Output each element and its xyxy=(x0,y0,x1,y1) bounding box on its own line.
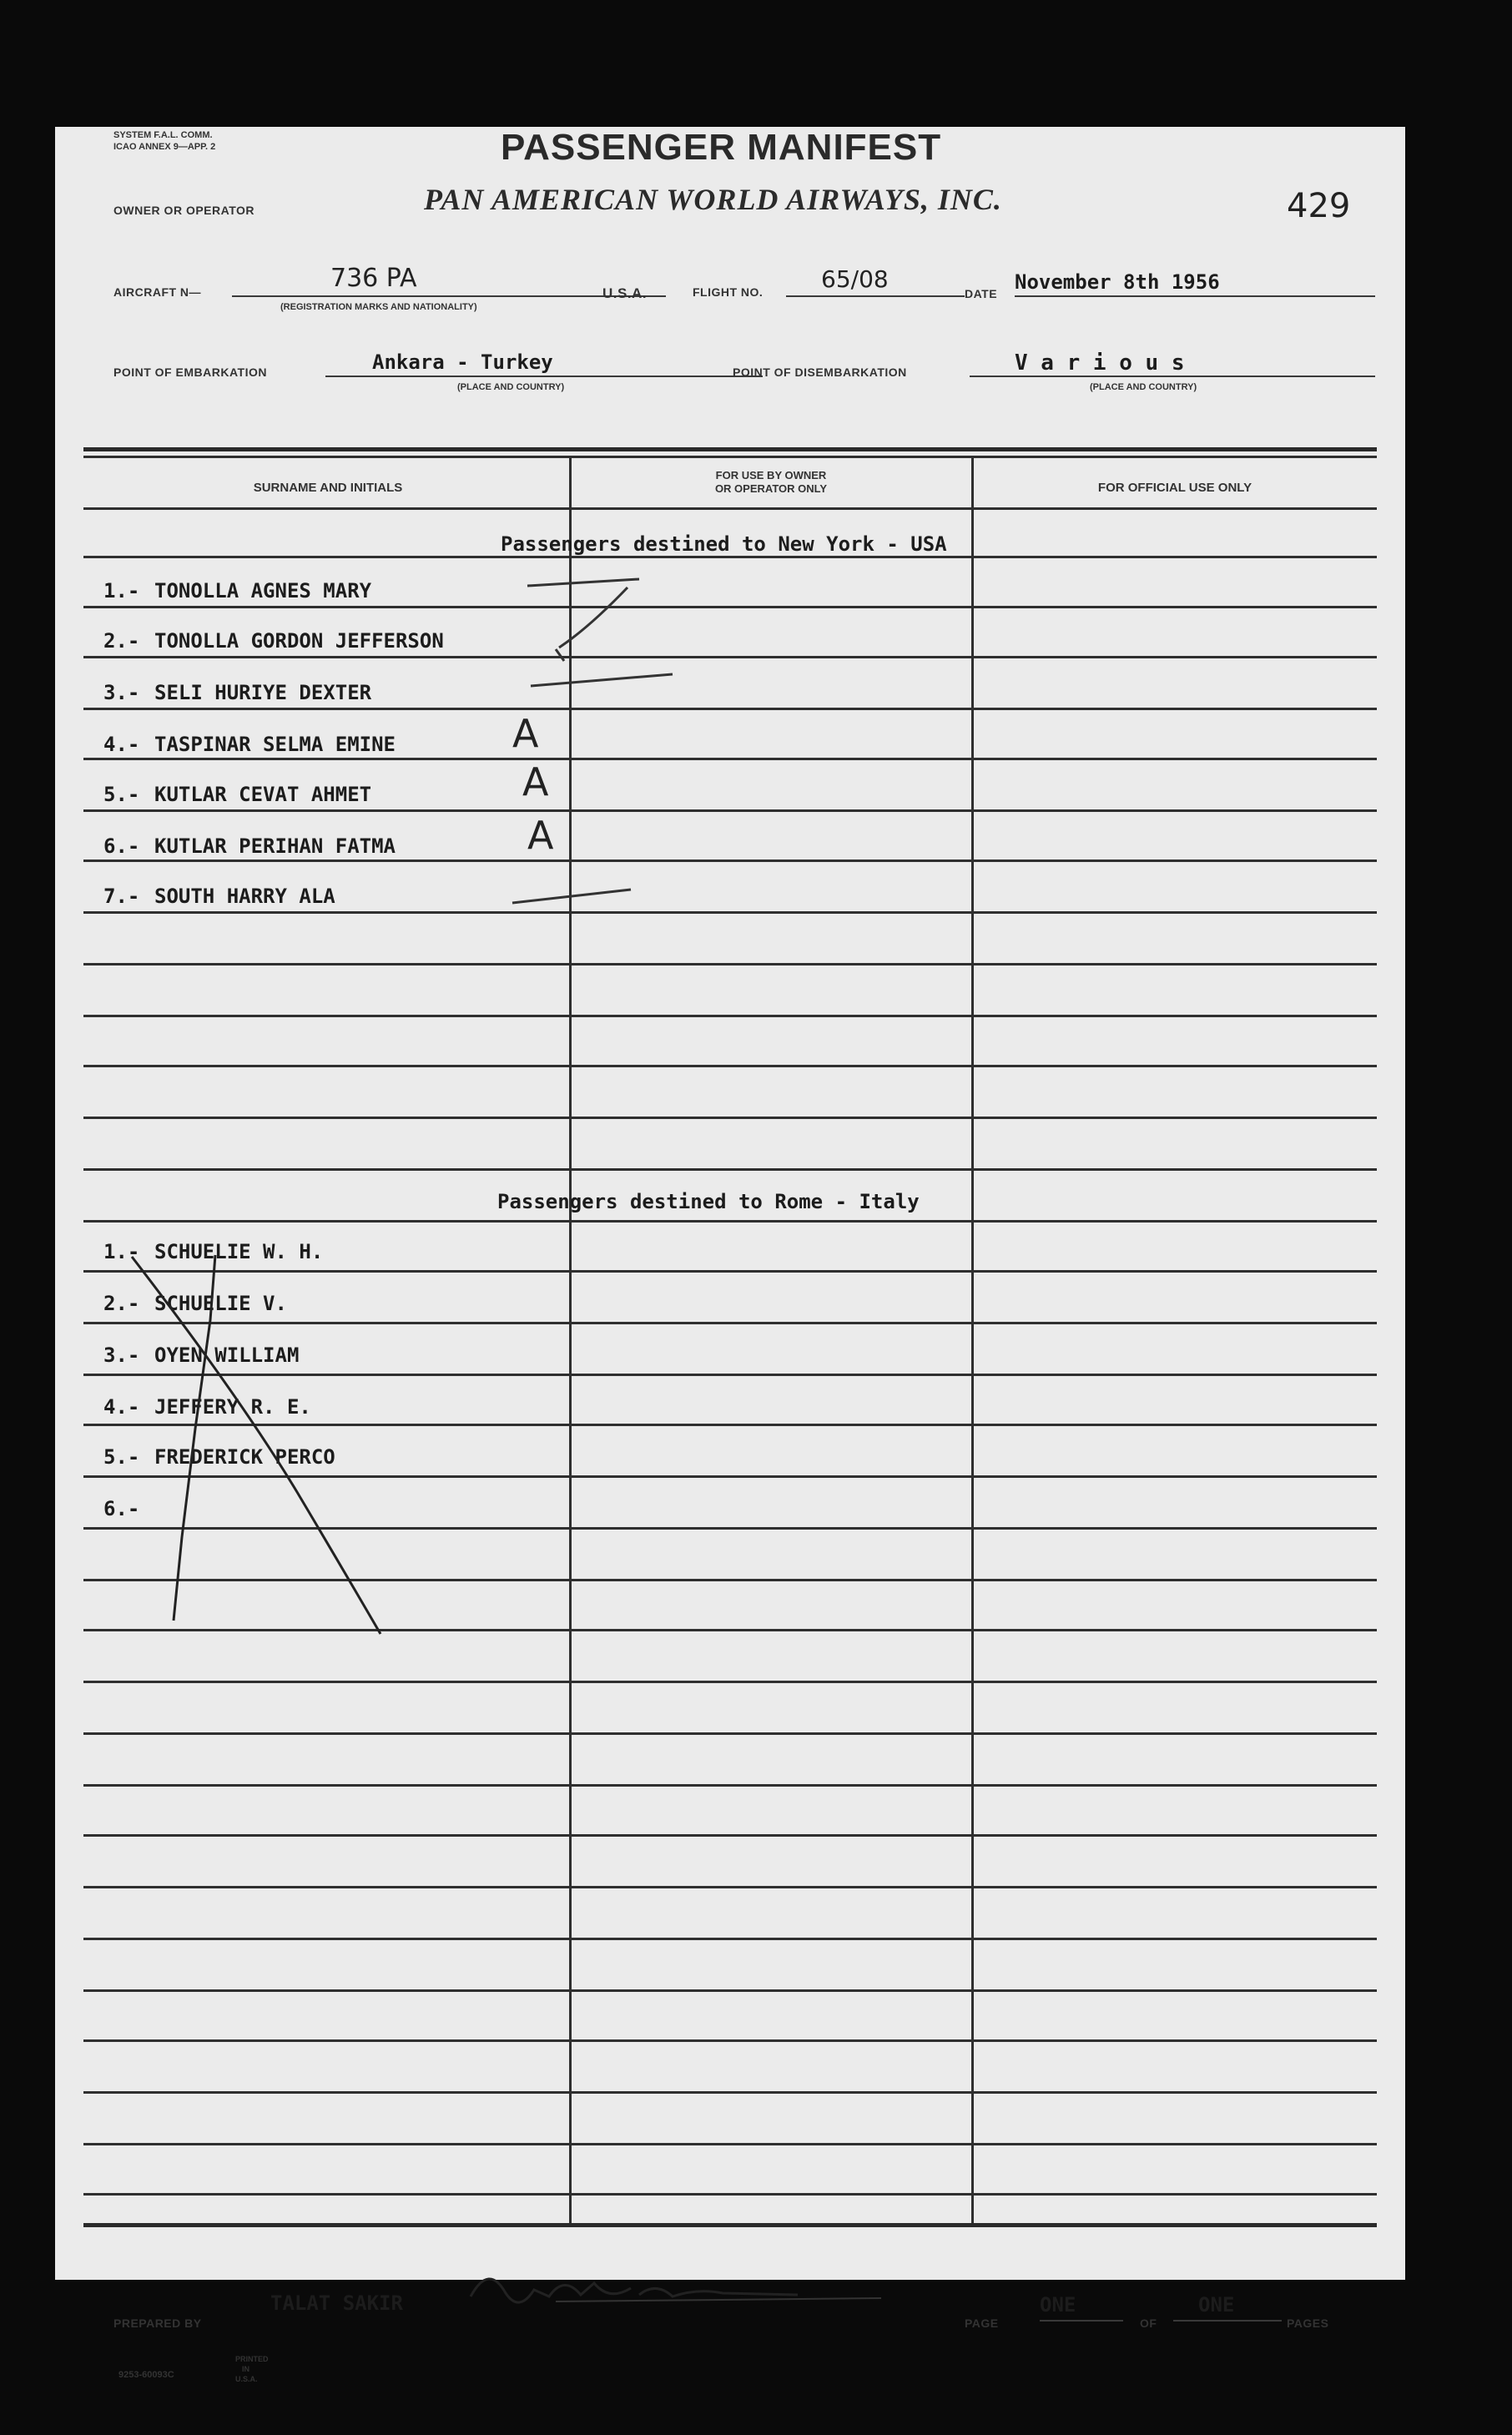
column-header-owner-use-2: OR OPERATOR ONLY xyxy=(714,482,828,495)
usa-label: U.S.A. xyxy=(602,285,648,301)
owner-label: OWNER OR OPERATOR xyxy=(113,204,255,217)
form-title: PASSENGER MANIFEST xyxy=(501,127,942,168)
passenger-name: SELI HURIYE DEXTER xyxy=(154,681,372,704)
passenger-number: 6.- xyxy=(103,1497,140,1520)
footer-form-code: 9253-60093C xyxy=(118,2370,174,2380)
passenger-name: SCHUELIE W. H. xyxy=(154,1240,324,1263)
disembarkation-sublabel: (PLACE AND COUNTRY) xyxy=(1090,382,1197,392)
column-header-owner-use-1: FOR USE BY OWNER xyxy=(715,469,827,481)
prepared-by-label: PREPARED BY xyxy=(113,2317,202,2330)
embarkation-sublabel: (PLACE AND COUNTRY) xyxy=(457,382,565,392)
of-value: ONE xyxy=(1198,2293,1235,2317)
embarkation-label: POINT OF EMBARKATION xyxy=(113,366,267,379)
passenger-name: TASPINAR SELMA EMINE xyxy=(154,733,396,756)
passenger-name: OYEN WILLIAM xyxy=(154,1344,300,1367)
passenger-name: KUTLAR CEVAT AHMET xyxy=(154,783,372,806)
footer-printed-3: U.S.A. xyxy=(235,2375,258,2383)
flight-value: 65/08 xyxy=(821,265,889,293)
passenger-number: 5.- xyxy=(103,783,140,806)
aircraft-sublabel: (REGISTRATION MARKS AND NATIONALITY) xyxy=(280,302,477,312)
date-value: November 8th 1956 xyxy=(1015,270,1220,294)
disembarkation-label: POINT OF DISEMBARKATION xyxy=(733,366,907,379)
passenger-number: 1.- xyxy=(103,579,140,602)
passenger-name: SCHUELIE V. xyxy=(154,1292,287,1315)
page-number: 429 xyxy=(1287,187,1351,225)
handwritten-mark: A xyxy=(527,813,554,858)
page-value: ONE xyxy=(1040,2293,1076,2317)
handwritten-mark: A xyxy=(512,711,539,756)
group-heading-rome: Passengers destined to Rome - Italy xyxy=(497,1190,920,1213)
footer-printed-1: PRINTED xyxy=(235,2355,269,2363)
column-header-official: FOR OFFICIAL USE ONLY xyxy=(1097,481,1252,495)
passenger-name: FREDERICK PERCO xyxy=(154,1445,335,1469)
passenger-name: TONOLLA AGNES MARY xyxy=(154,579,372,602)
aircraft-value: 736 PA xyxy=(330,264,417,293)
passenger-name: SOUTH HARRY ALA xyxy=(154,885,335,908)
date-label: DATE xyxy=(965,287,998,300)
form-code-line-2: ICAO ANNEX 9—APP. 2 xyxy=(113,142,216,152)
footer-printed-2: IN xyxy=(242,2365,249,2373)
form-code-line-1: SYSTEM F.A.L. COMM. xyxy=(113,130,213,140)
passenger-number: 4.- xyxy=(103,1395,140,1419)
handwritten-mark: A xyxy=(522,759,549,804)
passenger-name: JEFFERY R. E. xyxy=(154,1395,311,1419)
aircraft-label: AIRCRAFT N— xyxy=(113,285,202,299)
passenger-name: TONOLLA GORDON JEFFERSON xyxy=(154,629,444,653)
passenger-number: 1.- xyxy=(103,1240,140,1263)
page-label: PAGE xyxy=(965,2317,999,2330)
flight-label: FLIGHT NO. xyxy=(693,285,764,299)
handwritten-strokes xyxy=(55,127,1405,2280)
prepared-by-value: TALAT SAKIR xyxy=(270,2291,403,2315)
passenger-name: KUTLAR PERIHAN FATMA xyxy=(154,834,396,858)
disembarkation-value: V a r i o u s xyxy=(1015,350,1185,376)
passenger-number: 2.- xyxy=(103,629,140,653)
group-heading-new-york: Passengers destined to New York - USA xyxy=(501,532,947,556)
owner-airline: PAN AMERICAN WORLD AIRWAYS, INC. xyxy=(424,183,1002,216)
passenger-number: 7.- xyxy=(103,885,140,908)
embarkation-value: Ankara - Turkey xyxy=(372,350,553,374)
of-label: OF xyxy=(1140,2317,1157,2330)
passenger-number: 3.- xyxy=(103,1344,140,1367)
passenger-number: 6.- xyxy=(103,834,140,858)
manifest-form xyxy=(55,127,1405,2383)
passenger-number: 2.- xyxy=(103,1292,140,1315)
passenger-number: 4.- xyxy=(103,733,140,756)
pages-label: PAGES xyxy=(1287,2317,1329,2330)
passenger-number: 3.- xyxy=(103,681,140,704)
passenger-number: 5.- xyxy=(103,1445,140,1469)
column-header-surname: SURNAME AND INITIALS xyxy=(253,481,403,495)
